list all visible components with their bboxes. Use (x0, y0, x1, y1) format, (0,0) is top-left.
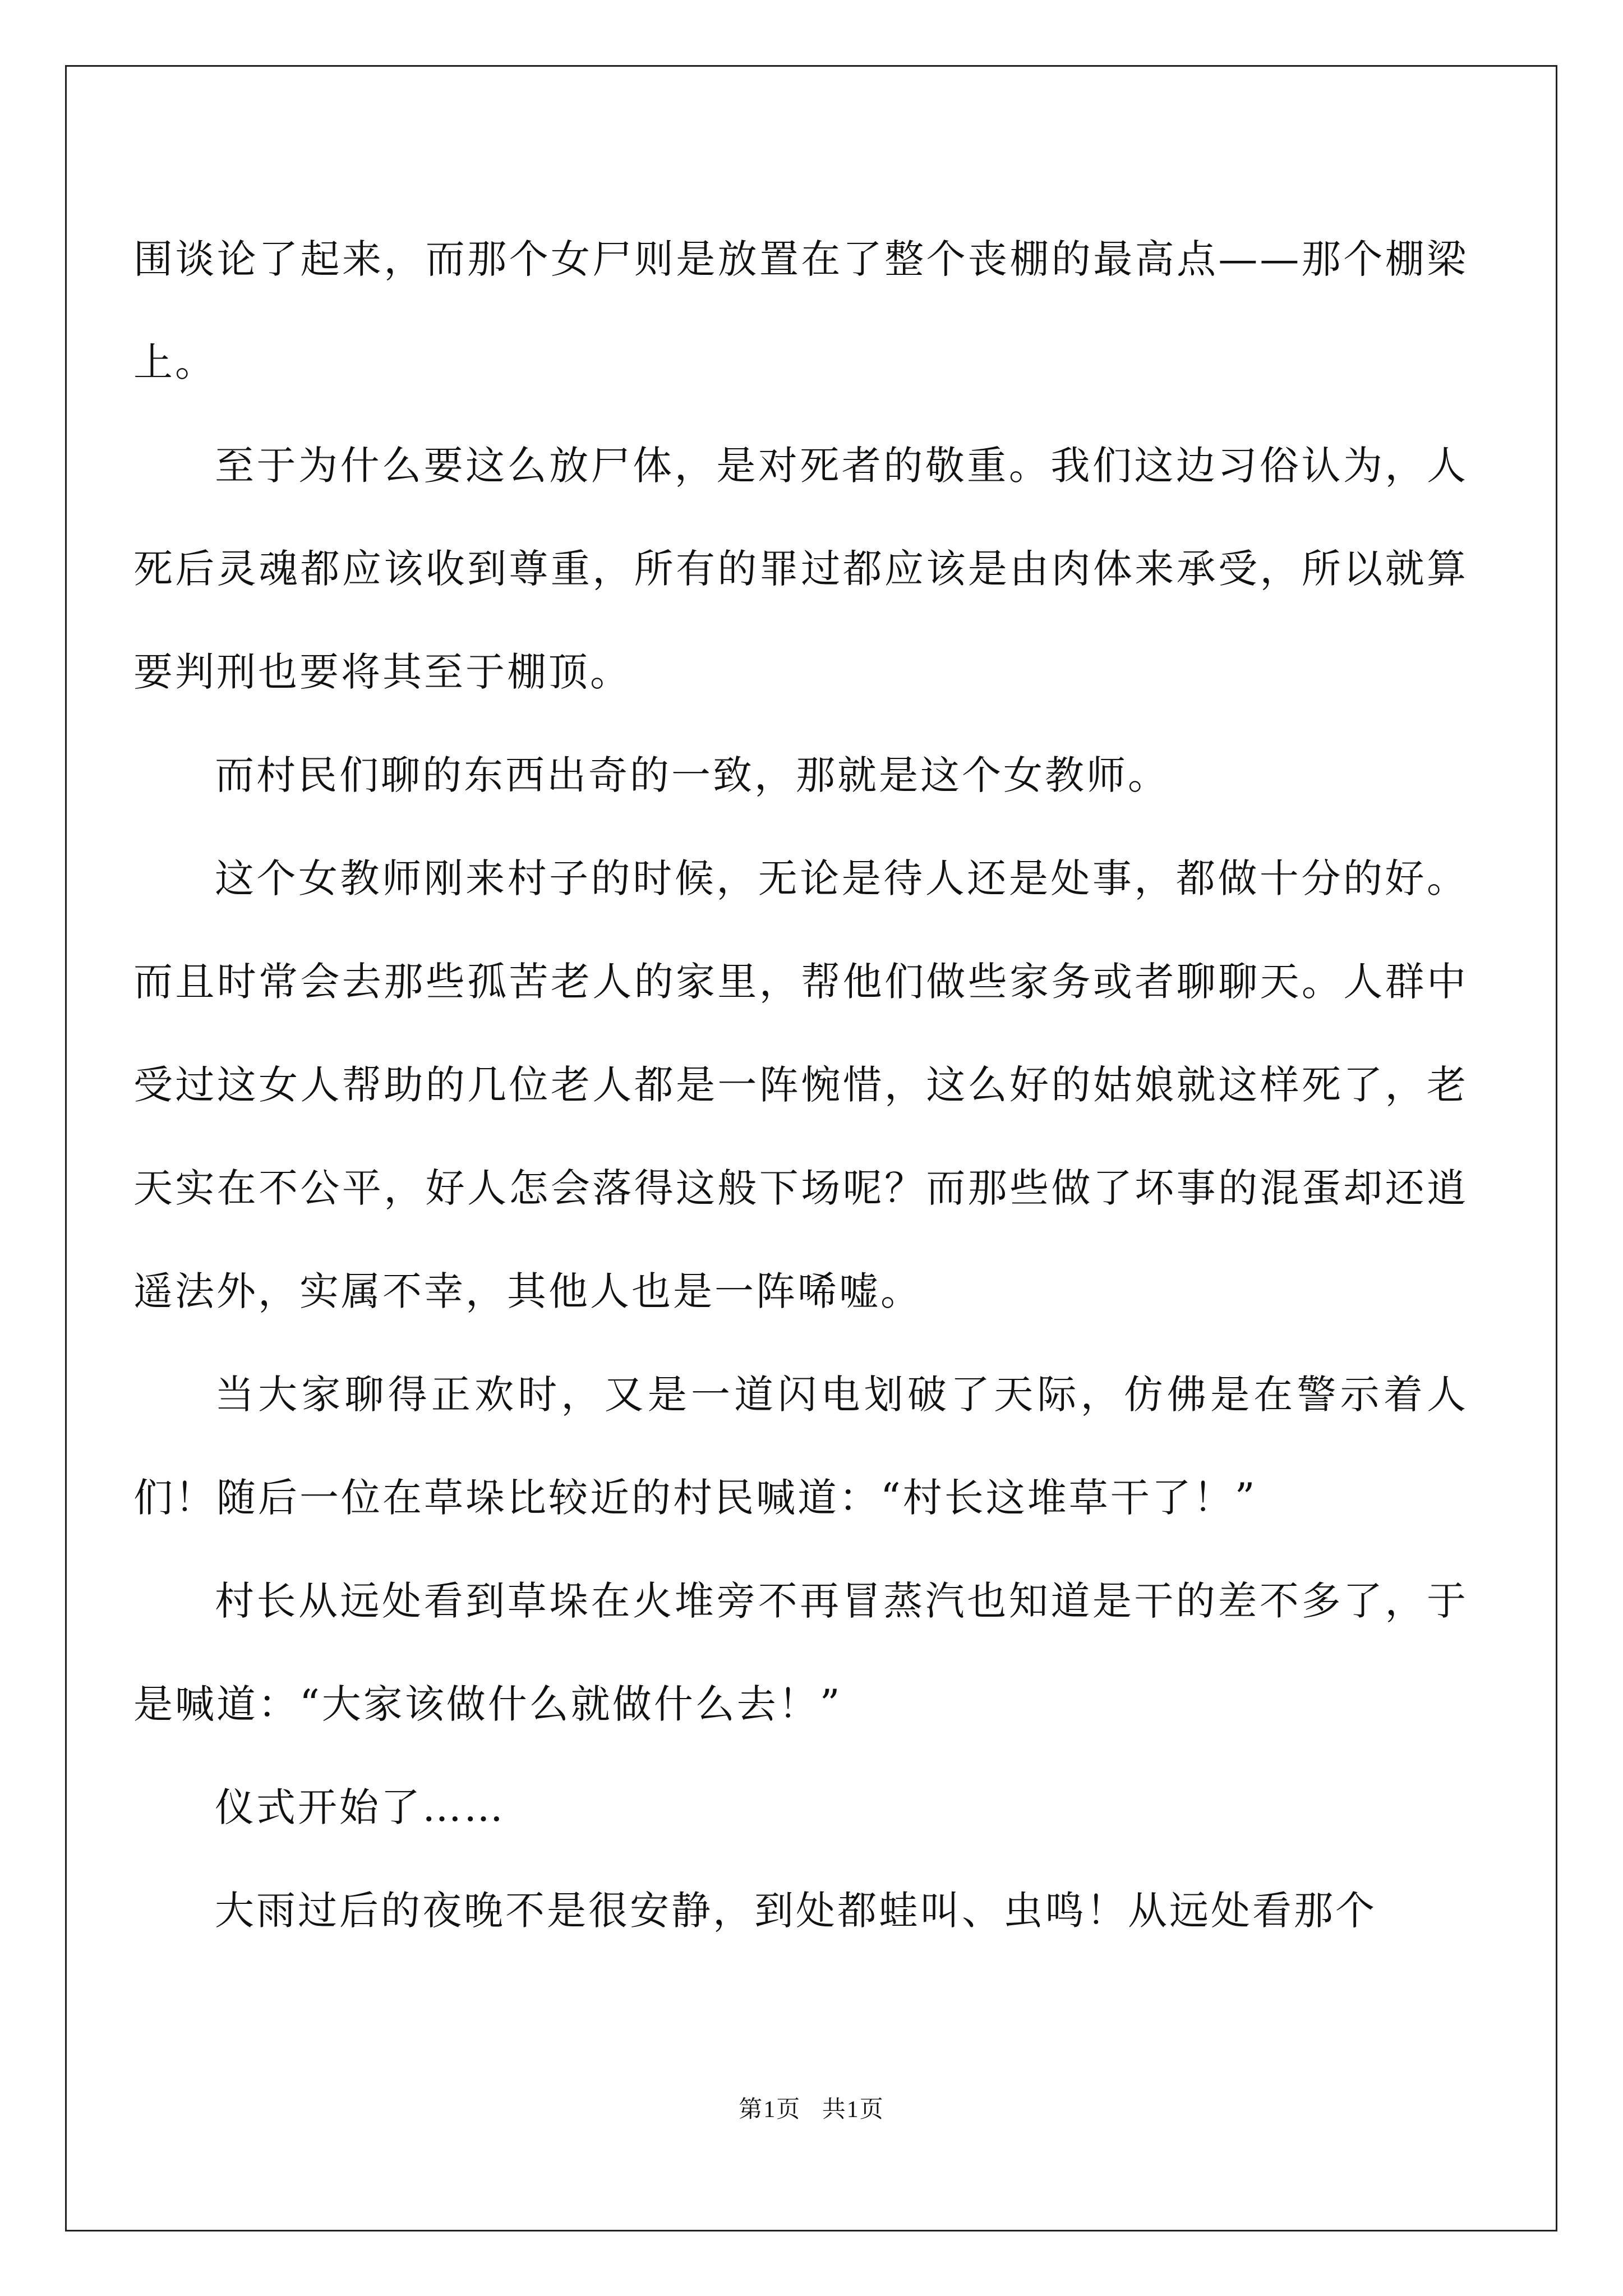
paragraph-4: 这个女教师刚来村子的时候，无论是待人还是处事，都做十分的好。而且时常会去那些孤苦老人的家里，帮他们做些家务或者聊聊天。人群中受过这女人帮助的几位老人都是一阵惋惜，这么好的姑娘就这样死了，老天实在不公平，好人怎会落得这般下场呢？而那些做了坏事的混蛋却还逍遥法外，实属不幸，其他人也是一阵唏嘘。 (133, 855, 1468, 1314)
paragraph-8: 大雨过后的夜晚不是很安静，到处都蛙叫、虫鸣！从远处看那个 (215, 1888, 1377, 1934)
paragraph-2: 至于为什么要这么放尸体，是对死者的敬重。我们这边习俗认为，人死后灵魂都应该收到尊重，所有的罪过都应该是由肉体来承受，所以就算要判刑也要将其至于棚顶。 (133, 443, 1468, 695)
paragraph-6: 村长从远处看到草垛在火堆旁不再冒蒸汽也知道是干的差不多了，于是喊道：“大家该做什么就做什么去！” (133, 1578, 1468, 1727)
paragraph-1: 围谈论了起来，而那个女尸则是放置在了整个丧棚的最高点——那个棚梁上。 (133, 236, 1468, 385)
page-total: 共1页 (822, 2097, 884, 2123)
document-body (133, 208, 1468, 1962)
paragraph-7: 仪式开始了…… (215, 1784, 505, 1830)
page-footer (0, 2091, 1623, 2124)
paragraph-3: 而村民们聊的东西出奇的一致，那就是这个女教师。 (215, 752, 1169, 798)
page-number: 第1页 (739, 2097, 801, 2123)
paragraph-5: 当大家聊得正欢时，又是一道闪电划破了天际，仿佛是在警示着人们！随后一位在草垛比较近的村民喊道：“村长这堆草干了！” (133, 1372, 1468, 1521)
